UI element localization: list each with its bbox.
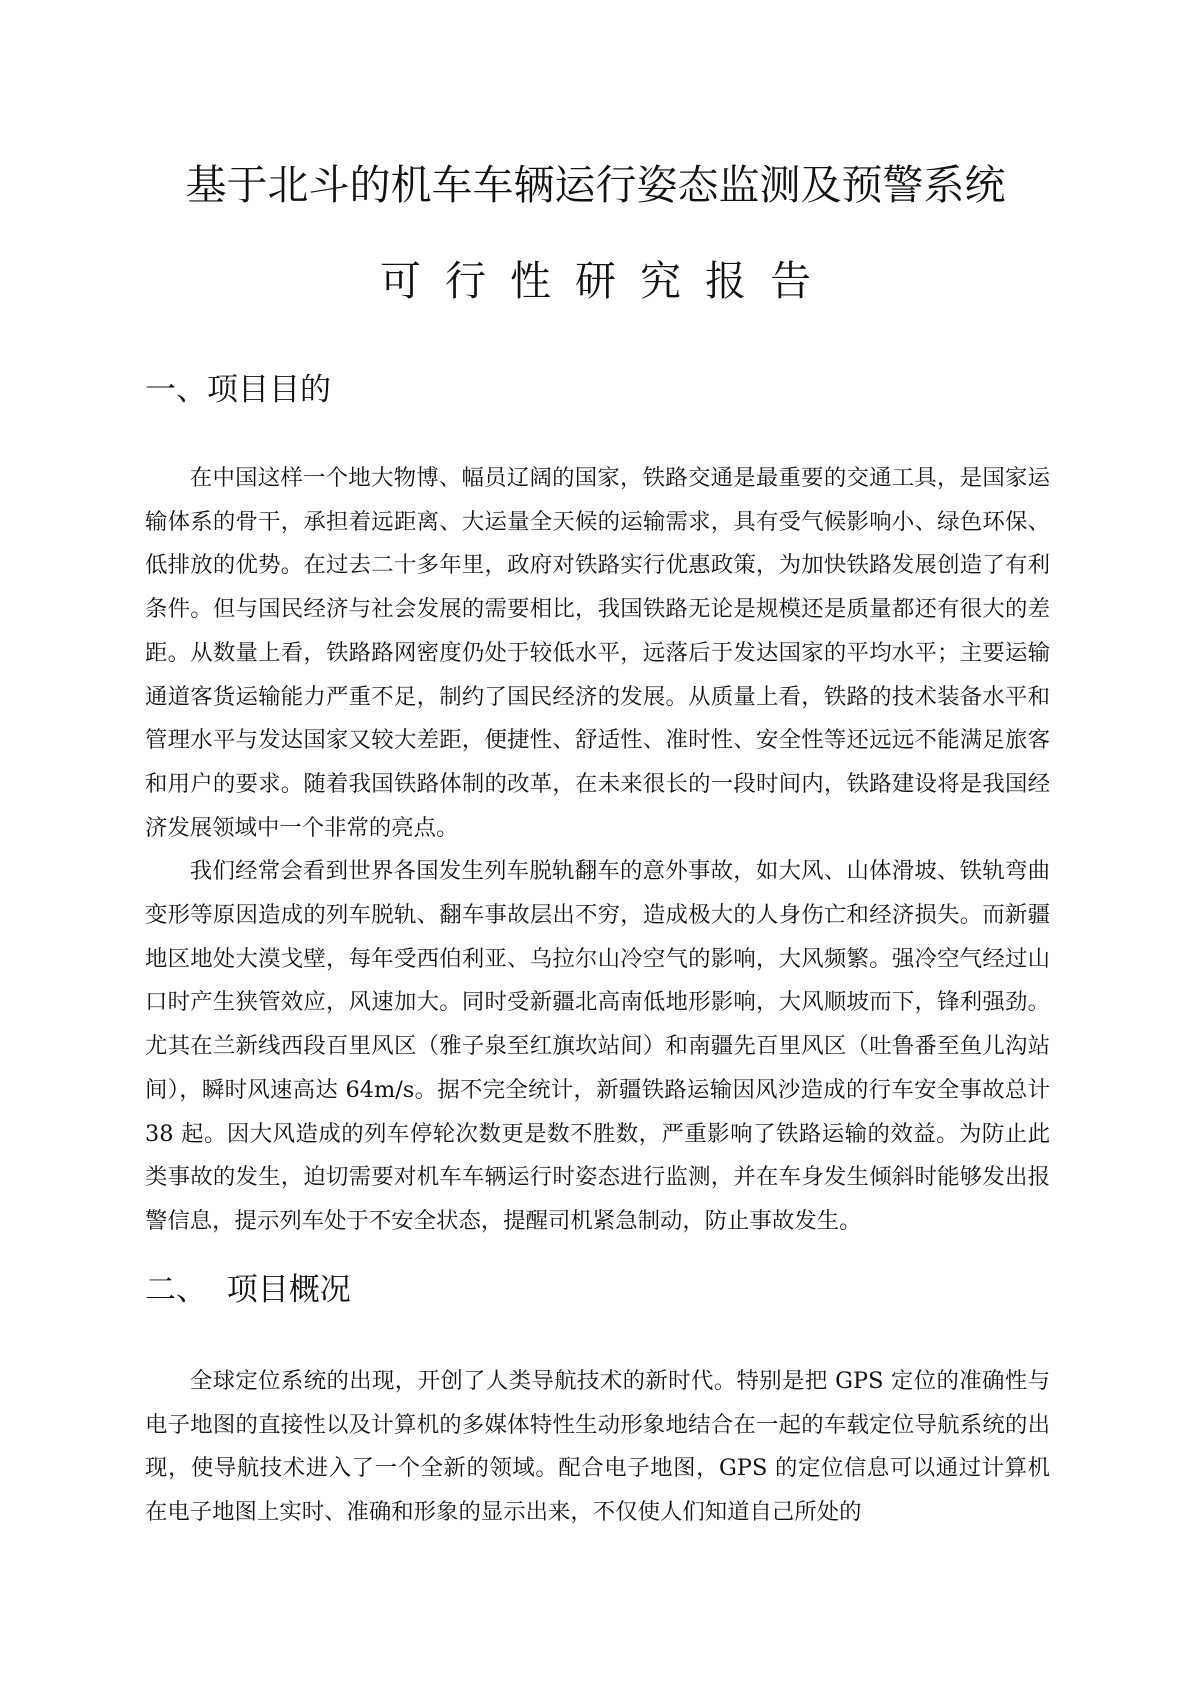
section-heading-purpose: 一、项目目的 (145, 372, 331, 408)
document-subtitle: 可行性研究报告 (380, 257, 835, 305)
section-body-purpose (145, 457, 1050, 1244)
section-body-overview (145, 1360, 1050, 1535)
paragraph: 全球定位系统的出现，开创了人类导航技术的新时代。特别是把 GPS 定位的准确性与电子地图的直接性以及计算机的多媒体特性生动形象地结合在一起的车载定位导航系统的出现，使导航技术进入了一个全新的领域。配合电子地图，GPS 的定位信息可以通过计算机在电子地图上实时、准确和形象的显示出来，不仅使人们知道自己所处的 (145, 1368, 1050, 1526)
document-title: 基于北斗的机车车辆运行姿态监测及预警系统 (185, 161, 1006, 209)
paragraph: 在中国这样一个地大物博、幅员辽阔的国家，铁路交通是最重要的交通工具，是国家运输体系的骨干，承担着远距离、大运量全天候的运输需求，具有受气候影响小、绿色环保、低排放的优势。在过去二十多年里，政府对铁路实行优惠政策，为加快铁路发展创造了有利条件。但与国民经济与社会发展的需要相比，我国铁路无论是规模还是质量都还有很大的差距。从数量上看，铁路路网密度仍处于较低水平，远落后于发达国家的平均水平；主要运输通道客货运输能力严重不足，制约了国民经济的发展。从质量上看，铁路的技术装备水平和管理水平与发达国家又较大差距，便捷性、舒适性、准时性、安全性等还远远不能满足旅客和用户的要求。随着我国铁路体制的改革，在未来很长的一段时间内，铁路建设将是我国经济发展领域中一个非常的亮点。 (145, 465, 1050, 841)
section-heading-overview: 二、 项目概况 (145, 1272, 351, 1308)
paragraph: 我们经常会看到世界各国发生列车脱轨翻车的意外事故，如大风、山体滑坡、铁轨弯曲变形等原因造成的列车脱轨、翻车事故层出不穷，造成极大的人身伤亡和经济损失。而新疆地区地处大漠戈壁，每年受西伯利亚、乌拉尔山冷空气的影响，大风频繁。强冷空气经过山口时产生狭管效应，风速加大。同时受新疆北高南低地形影响，大风顺坡而下，锋利强劲。尤其在兰新线西段百里风区（雅子泉至红旗坎站间）和南疆先百里风区（吐鲁番至鱼儿沟站间），瞬时风速高达 64m/s。据不完全统计，新疆铁路运输因风沙造成的行车安全事故总计 38 起。因大风造成的列车停轮次数更是数不胜数，严重影响了铁路运输的效益。为防止此类事故的发生，迫切需要对机车车辆运行时姿态进行监测，并在车身发生倾斜时能够发出报警信息，提示列车处于不安全状态，提醒司机紧急制动，防止事故发生。 (145, 858, 1050, 1234)
